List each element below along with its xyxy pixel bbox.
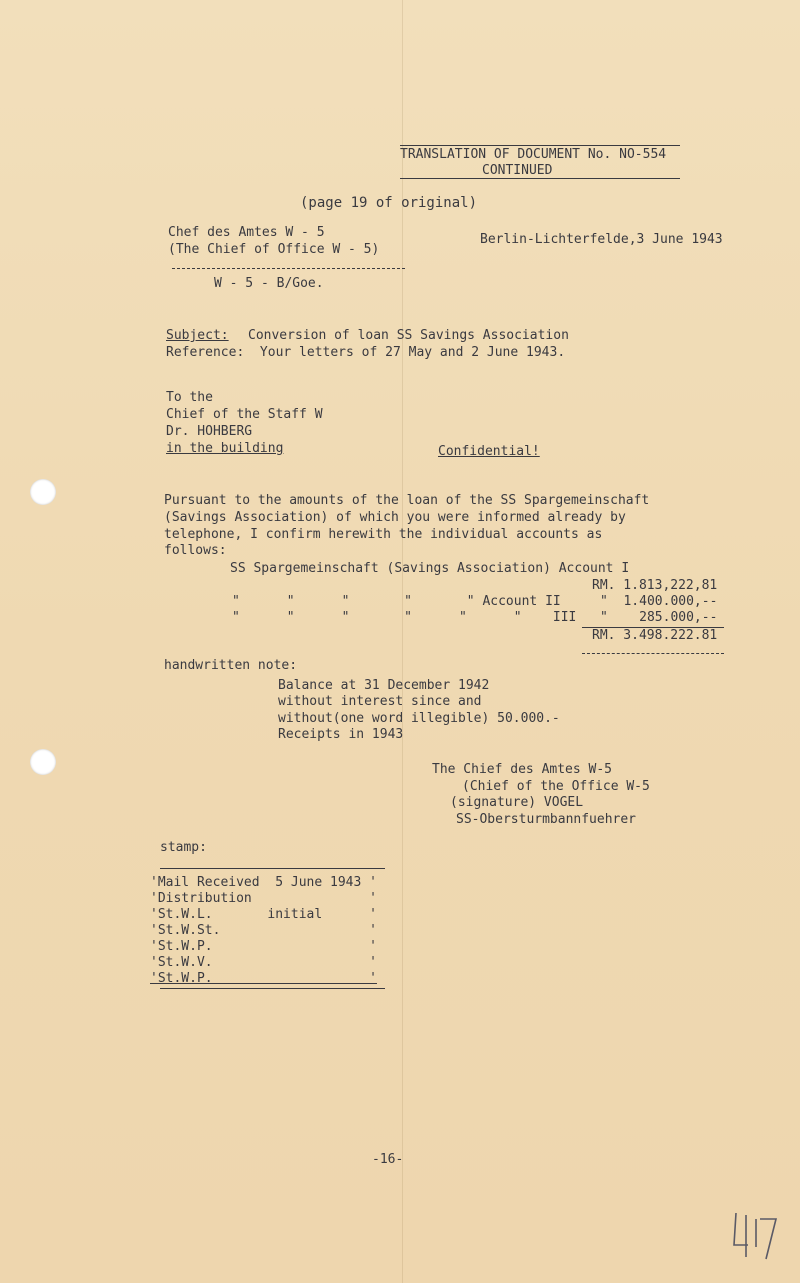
stamp-row: 'St.W.P. ' <box>150 971 377 986</box>
signature-line-3: (signature) VOGEL <box>450 795 584 810</box>
stamp-label: stamp: <box>160 840 207 855</box>
stamp-row: 'St.W.L. initial ' <box>150 907 377 922</box>
subject-label: Subject: <box>166 328 229 343</box>
account-1-amount: RM. 1.813,222,81 <box>592 578 718 593</box>
recipient-line-4: in the building <box>166 441 284 456</box>
sender-divider <box>172 268 405 269</box>
body-line-3: telephone, I confirm herewith the individual accounts as <box>164 527 603 542</box>
place-date: Berlin-Lichterfelde,3 June 1943 <box>480 232 723 247</box>
account-total: RM. 3.498.222.81 <box>592 628 718 643</box>
body-line-1: Pursuant to the amounts of the loan of the SS Spargemeinschaft <box>164 493 650 508</box>
note-line-1: Balance at 31 December 1942 <box>278 678 490 693</box>
note-line-2: without interest since and <box>278 694 482 709</box>
body-line-2: (Savings Association) of which you were informed already by <box>164 510 626 525</box>
sender-line-2: (The Chief of Office W - 5) <box>168 242 380 257</box>
stamp-row: 'St.W.P. ' <box>150 939 377 954</box>
recipient-line-1: To the <box>166 390 213 405</box>
signature-line-1: The Chief des Amtes W-5 <box>432 762 613 777</box>
page-fold <box>402 0 403 1283</box>
page-reference: (page 19 of original) <box>300 195 478 211</box>
signature-line-2: (Chief of the Office W-5 <box>462 779 650 794</box>
stamp-top-rule <box>160 868 385 869</box>
punch-hole-top <box>30 479 56 505</box>
subject-text: Conversion of loan SS Savings Association <box>248 328 569 343</box>
account-2-label: " " " " " Account II <box>232 594 561 609</box>
note-line-3: without(one word illegible) 50.000.- <box>278 711 560 726</box>
translation-title: TRANSLATION OF DOCUMENT No. NO-554 <box>400 147 667 162</box>
note-line-4: Receipts in 1943 <box>278 727 404 742</box>
stamp-row: 'St.W.V. ' <box>150 955 377 970</box>
sender-reference: W - 5 - B/Goe. <box>214 276 324 291</box>
total-underline <box>582 653 724 654</box>
header-top-rule <box>400 145 680 146</box>
handwritten-page-mark <box>730 1205 780 1263</box>
signature-line-4: SS-Obersturmbannfuehrer <box>456 812 637 827</box>
translation-subtitle: CONTINUED <box>482 163 553 178</box>
punch-hole-bottom <box>30 749 56 775</box>
recipient-line-3: Dr. HOHBERG <box>166 424 253 439</box>
account-3-amount: " 285.000,-- <box>600 610 718 625</box>
account-2-amount: " 1.400.000,-- <box>600 594 718 609</box>
stamp-row: 'Mail Received 5 June 1943 ' <box>150 875 377 890</box>
sender-line-1: Chef des Amtes W - 5 <box>168 225 325 240</box>
reference-line: Reference: Your letters of 27 May and 2 June 1943. <box>166 345 566 360</box>
stamp-row: 'Distribution ' <box>150 891 377 906</box>
accounts-intro: SS Spargemeinschaft (Savings Association) Account I <box>230 561 630 576</box>
page-number: -16- <box>372 1152 404 1167</box>
body-line-4: follows: <box>164 543 227 558</box>
handwritten-note-label: handwritten note: <box>164 658 298 673</box>
stamp-bottom-rule <box>160 988 385 989</box>
classification: Confidential! <box>438 444 540 459</box>
account-3-label: " " " " " " III <box>232 610 577 625</box>
recipient-line-2: Chief of the Staff W <box>166 407 323 422</box>
stamp-row: 'St.W.St. ' <box>150 923 377 938</box>
header-bottom-rule <box>400 178 680 179</box>
